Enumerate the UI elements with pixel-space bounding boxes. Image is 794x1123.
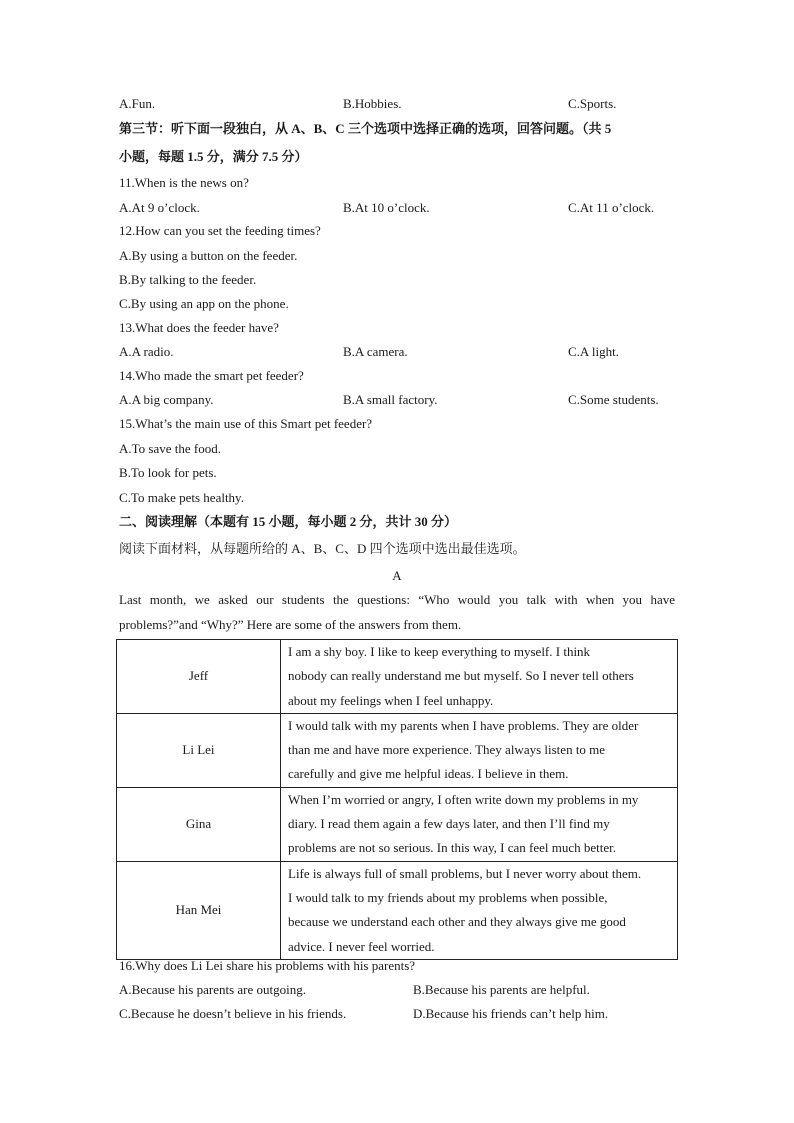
section3-heading-line1: 第三节：听下面一段独白，从 A、B、C 三个选项中选择正确的选项，回答问题。（共 5 [119, 121, 612, 136]
q14-option-a: A.A big company. [119, 392, 214, 407]
q13-option-a: A.A radio. [119, 344, 174, 359]
passage-intro-line1: Last month, we asked our students the questions: “Who would you talk with when you have [119, 592, 675, 607]
student-name: Han Mei [117, 861, 281, 959]
q16-option-c: C.Because he doesn’t believe in his friends. [119, 1006, 347, 1021]
q10-option-a: A.Fun. [119, 96, 156, 111]
table-row [117, 861, 678, 959]
q10-option-b: B.Hobbies. [343, 96, 402, 111]
table-row [117, 640, 678, 714]
q13-option-b: B.A camera. [343, 344, 408, 359]
q12-option-b: B.By talking to the feeder. [119, 272, 257, 287]
q12-question: 12.How can you set the feeding times? [119, 223, 321, 238]
q15-option-a: A.To save the food. [119, 441, 221, 456]
q14-option-c: C.Some students. [568, 392, 659, 407]
q11-question: 11.When is the news on? [119, 175, 249, 190]
q14-question: 14.Who made the smart pet feeder? [119, 368, 304, 383]
student-name: Jeff [117, 640, 281, 714]
q14-option-b: B.A small factory. [343, 392, 438, 407]
answers-table [116, 639, 678, 960]
section3-heading-line2: 小题，每题 1.5 分，满分 7.5 分） [119, 149, 308, 164]
q13-option-c: C.A light. [568, 344, 619, 359]
passage-label: A [392, 568, 402, 583]
passage-intro-line2: problems?”and “Why?” Here are some of the answers from them. [119, 617, 462, 632]
q16-question: 16.Why does Li Lei share his problems with his parents? [119, 958, 416, 973]
part2-instruction: 阅读下面材料，从每题所给的 A、B、C、D 四个选项中选出最佳选项。 [119, 541, 526, 556]
q12-option-c: C.By using an app on the phone. [119, 296, 289, 311]
q10-option-c: C.Sports. [568, 96, 617, 111]
q16-option-a: A.Because his parents are outgoing. [119, 982, 307, 997]
student-answer: Life is always full of small problems, but I never worry about them. I would talk to my friends about my problems when possible, because we understand each other and they always give me good advice. I never feel worried. [281, 861, 678, 959]
student-answer: I am a shy boy. I like to keep everything to myself. I think nobody can really understand me but myself. So I never tell others about my feelings when I feel unhappy. [281, 640, 678, 714]
q11-option-a: A.At 9 o’clock. [119, 200, 200, 215]
q15-question: 15.What’s the main use of this Smart pet feeder? [119, 416, 373, 431]
q15-option-c: C.To make pets healthy. [119, 490, 244, 505]
student-answer: When I’m worried or angry, I often write down my problems in my diary. I read them again a few days later, and then I’ll find my problems are not so serious. In this way, I can feel much better. [281, 787, 678, 861]
table-row [117, 787, 678, 861]
student-name: Gina [117, 787, 281, 861]
q16-option-b: B.Because his parents are helpful. [413, 982, 590, 997]
q13-question: 13.What does the feeder have? [119, 320, 279, 335]
table-row [117, 713, 678, 787]
student-name: Li Lei [117, 713, 281, 787]
q16-option-d: D.Because his friends can’t help him. [413, 1006, 609, 1021]
q11-option-c: C.At 11 o’clock. [568, 200, 655, 215]
q15-option-b: B.To look for pets. [119, 465, 217, 480]
q12-option-a: A.By using a button on the feeder. [119, 248, 298, 263]
part2-heading: 二、阅读理解（本题有 15 小题，每小题 2 分，共计 30 分） [119, 514, 458, 529]
student-answer: I would talk with my parents when I have problems. They are older than me and have more experience. They always listen to me carefully and give me helpful ideas. I believe in them. [281, 713, 678, 787]
q11-option-b: B.At 10 o’clock. [343, 200, 430, 215]
